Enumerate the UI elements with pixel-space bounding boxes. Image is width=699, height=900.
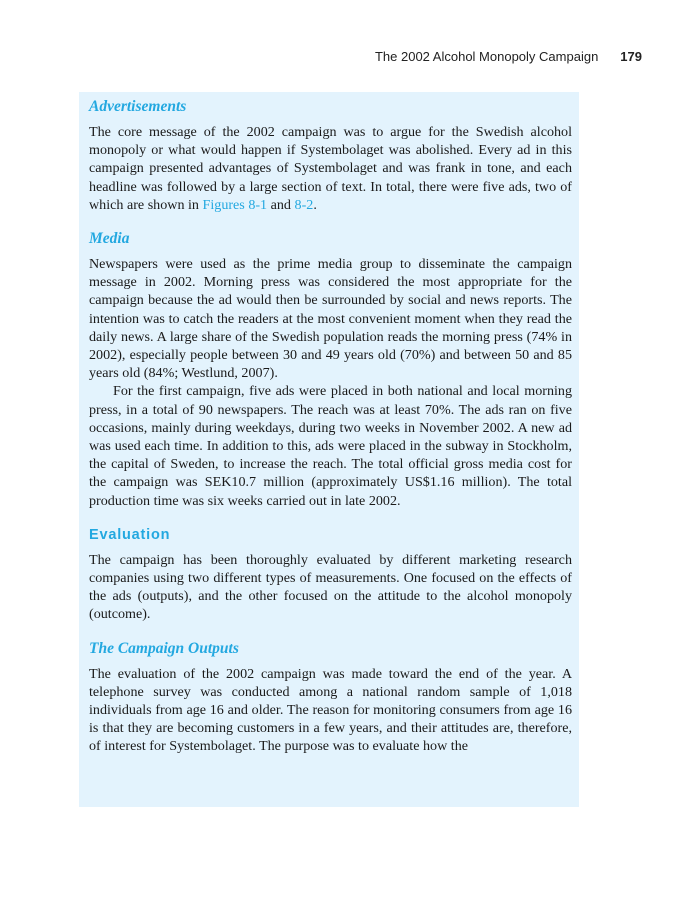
media-paragraph-2: For the first campaign, five ads were placed in both national and local morning press, in a total of 90 newspapers. The reach was at least 70%. The ads ran on five occasions, mainly during weekdays, during two weeks in November 2002. A new ad was used each time. In addition to this, ads were placed in the subway in Stockholm, the capital of Sweden, to increase the reach. The total official gross media cost for the campaign was SEK10.7 million (approximately US$1.16 million). The total production time was six weeks carried out in late 2002. xyxy=(89,383,572,509)
advertisements-paragraph xyxy=(89,123,572,214)
section-advertisements xyxy=(89,96,572,214)
running-header xyxy=(0,49,642,64)
campaign-outputs-paragraph: The evaluation of the 2002 campaign was made toward the end of the year. A telephone survey was conducted among a national random sample of 1,018 individuals from age 16 and older. The reason for monitoring consumers from age 16 is that they are becoming customers in a few years, and their attitudes are, therefore, of interest for Systembolaget. The purpose was to evaluate how the xyxy=(89,665,572,755)
evaluation-paragraph: The campaign has been thoroughly evaluated by different marketing research companies using two different types of measurements. One focused on the effects of the ads (outputs), and the other focused on the attitude to the alcohol monopoly (outcome). xyxy=(89,551,572,623)
figure-8-2-link[interactable]: 8-2 xyxy=(294,196,314,213)
heading-campaign-outputs: The Campaign Outputs xyxy=(89,639,239,657)
advertisements-text-2: and xyxy=(267,196,295,213)
heading-evaluation: Evaluation xyxy=(89,526,171,543)
media-paragraph-1: Newspapers were used as the prime media group to disseminate the campaign message in 2002. Morning press was considered the most appropriate for the campaign because the ad would then be surrounded by social and news reports. The intention was to catch the readers at the most convenient moment when they read the daily news. A large share of the Swedish population reads the morning press (74% in 2002), especially people between 30 and 49 years old (70%) and between 50 and 85 years old (84%; Westlund, 2007). xyxy=(89,256,572,382)
section-campaign-outputs xyxy=(89,638,572,756)
advertisements-text-3: . xyxy=(313,196,317,213)
section-evaluation xyxy=(89,524,572,624)
running-title: The 2002 Alcohol Monopoly Campaign xyxy=(374,49,599,64)
content-box xyxy=(79,92,579,807)
heading-media: Media xyxy=(89,230,130,248)
figure-8-1-link[interactable]: Figures 8-1 xyxy=(202,196,268,213)
heading-advertisements: Advertisements xyxy=(89,98,187,115)
page-number: 179 xyxy=(620,49,642,64)
section-media xyxy=(89,228,572,510)
advertisements-text-1: The core message of the 2002 campaign was to argue for the Swedish alcohol monopoly or what would happen if Systembolaget was abolished. Every ad in this campaign presented advantages of Systembolaget and was frank in tone, and each headline was followed by a large section of text. In total, there were five ads, two of which are shown in xyxy=(89,124,572,213)
